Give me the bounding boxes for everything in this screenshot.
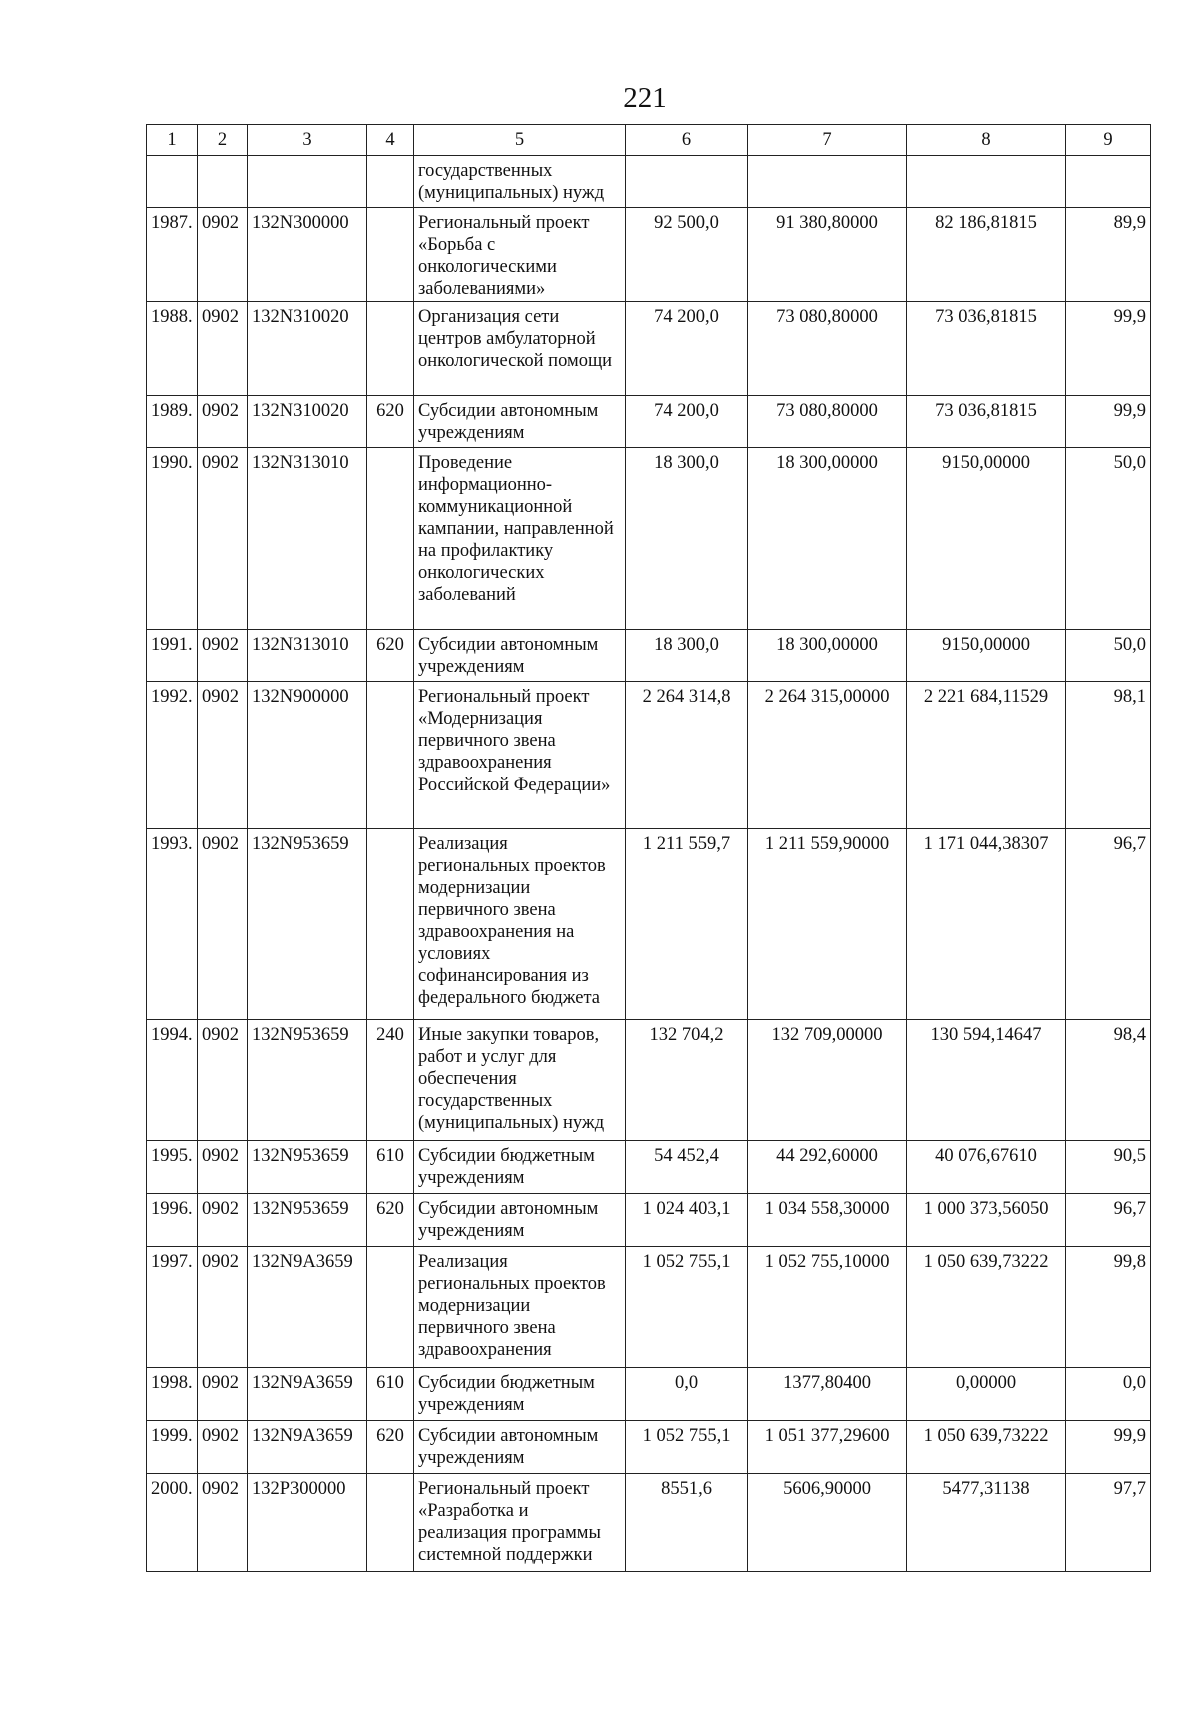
revised-amount [748, 156, 907, 208]
column-header: 2 [198, 125, 248, 156]
expense-type: 610 [367, 1368, 414, 1421]
execution-percent: 97,7 [1066, 1474, 1151, 1572]
table-row [147, 1141, 1151, 1194]
approved-amount: 132 704,2 [626, 1020, 748, 1141]
expense-type [367, 156, 414, 208]
revised-amount: 5606,90000 [748, 1474, 907, 1572]
section-code: 0902 [198, 302, 248, 396]
section-code: 0902 [198, 682, 248, 829]
expense-type: 240 [367, 1020, 414, 1141]
table-row [147, 630, 1151, 682]
expense-type: 620 [367, 396, 414, 448]
row-number: 1989. [147, 396, 198, 448]
target-article [248, 156, 367, 208]
row-number: 1996. [147, 1194, 198, 1247]
executed-amount: 9150,00000 [907, 630, 1066, 682]
item-name: Региональный проект «Борьба с онкологическими заболеваниями» [414, 208, 626, 302]
row-number: 2000. [147, 1474, 198, 1572]
approved-amount [626, 156, 748, 208]
section-code [198, 156, 248, 208]
target-article: 132N953659 [248, 1194, 367, 1247]
expense-type [367, 302, 414, 396]
item-name: Проведение информационно-коммуникационной кампании, направленной на профилактику онкологических заболеваний [414, 448, 626, 630]
revised-amount: 18 300,00000 [748, 448, 907, 630]
approved-amount: 74 200,0 [626, 396, 748, 448]
approved-amount: 1 024 403,1 [626, 1194, 748, 1247]
target-article: 132N900000 [248, 682, 367, 829]
executed-amount: 82 186,81815 [907, 208, 1066, 302]
item-name: Субсидии бюджетным учреждениям [414, 1368, 626, 1421]
row-number: 1999. [147, 1421, 198, 1474]
execution-percent: 98,4 [1066, 1020, 1151, 1141]
target-article: 132N300000 [248, 208, 367, 302]
expense-type [367, 829, 414, 1020]
item-name: Организация сети центров амбулаторной онкологической помощи [414, 302, 626, 396]
approved-amount: 0,0 [626, 1368, 748, 1421]
revised-amount: 73 080,80000 [748, 396, 907, 448]
column-header: 1 [147, 125, 198, 156]
approved-amount: 2 264 314,8 [626, 682, 748, 829]
target-article: 132N9A3659 [248, 1421, 367, 1474]
section-code: 0902 [198, 208, 248, 302]
expense-type: 620 [367, 1194, 414, 1247]
section-code: 0902 [198, 1020, 248, 1141]
table-row [147, 156, 1151, 208]
revised-amount: 2 264 315,00000 [748, 682, 907, 829]
section-code: 0902 [198, 1194, 248, 1247]
target-article: 132N310020 [248, 396, 367, 448]
executed-amount: 40 076,67610 [907, 1141, 1066, 1194]
table-row [147, 1020, 1151, 1141]
row-number: 1998. [147, 1368, 198, 1421]
section-code: 0902 [198, 829, 248, 1020]
row-number: 1987. [147, 208, 198, 302]
table-row [147, 682, 1151, 829]
table-row [147, 1421, 1151, 1474]
item-name: Субсидии автономным учреждениям [414, 1421, 626, 1474]
target-article: 132N9A3659 [248, 1368, 367, 1421]
column-header: 4 [367, 125, 414, 156]
item-name: Региональный проект «Разработка и реализация программы системной поддержки [414, 1474, 626, 1572]
table-row [147, 448, 1151, 630]
item-name: Субсидии автономным учреждениям [414, 630, 626, 682]
item-name: Субсидии автономным учреждениям [414, 1194, 626, 1247]
column-header: 8 [907, 125, 1066, 156]
row-number: 1988. [147, 302, 198, 396]
section-code: 0902 [198, 1421, 248, 1474]
table-row [147, 1247, 1151, 1368]
section-code: 0902 [198, 1474, 248, 1572]
executed-amount: 73 036,81815 [907, 302, 1066, 396]
expense-type [367, 1247, 414, 1368]
row-number [147, 156, 198, 208]
section-code: 0902 [198, 630, 248, 682]
revised-amount: 1 211 559,90000 [748, 829, 907, 1020]
executed-amount: 9150,00000 [907, 448, 1066, 630]
execution-percent: 98,1 [1066, 682, 1151, 829]
expense-type: 620 [367, 1421, 414, 1474]
section-code: 0902 [198, 396, 248, 448]
expense-type: 610 [367, 1141, 414, 1194]
revised-amount: 1 034 558,30000 [748, 1194, 907, 1247]
expense-type: 620 [367, 630, 414, 682]
item-name: Региональный проект «Модернизация первичного звена здравоохранения Российской Федерации» [414, 682, 626, 829]
execution-percent: 0,0 [1066, 1368, 1151, 1421]
target-article: 132N953659 [248, 1141, 367, 1194]
revised-amount: 1377,80400 [748, 1368, 907, 1421]
execution-percent: 99,9 [1066, 302, 1151, 396]
item-name: Субсидии бюджетным учреждениям [414, 1141, 626, 1194]
execution-percent: 99,8 [1066, 1247, 1151, 1368]
approved-amount: 1 052 755,1 [626, 1421, 748, 1474]
revised-amount: 1 051 377,29600 [748, 1421, 907, 1474]
target-article: 132N953659 [248, 829, 367, 1020]
executed-amount: 1 171 044,38307 [907, 829, 1066, 1020]
revised-amount: 1 052 755,10000 [748, 1247, 907, 1368]
table-row [147, 208, 1151, 302]
expense-type [367, 1474, 414, 1572]
item-name: Реализация региональных проектов модернизации первичного звена здравоохранения на условиях софинансирования из федерального бюджета [414, 829, 626, 1020]
row-number: 1990. [147, 448, 198, 630]
section-code: 0902 [198, 1141, 248, 1194]
revised-amount: 73 080,80000 [748, 302, 907, 396]
approved-amount: 74 200,0 [626, 302, 748, 396]
budget-table [146, 124, 1151, 1572]
approved-amount: 8551,6 [626, 1474, 748, 1572]
approved-amount: 92 500,0 [626, 208, 748, 302]
executed-amount: 1 000 373,56050 [907, 1194, 1066, 1247]
table-row [147, 829, 1151, 1020]
revised-amount: 44 292,60000 [748, 1141, 907, 1194]
expense-type [367, 208, 414, 302]
executed-amount: 1 050 639,73222 [907, 1421, 1066, 1474]
item-name: Субсидии автономным учреждениям [414, 396, 626, 448]
target-article: 132N313010 [248, 448, 367, 630]
row-number: 1997. [147, 1247, 198, 1368]
table-row [147, 1474, 1151, 1572]
target-article: 132N953659 [248, 1020, 367, 1141]
approved-amount: 18 300,0 [626, 448, 748, 630]
execution-percent: 90,5 [1066, 1141, 1151, 1194]
execution-percent: 50,0 [1066, 448, 1151, 630]
column-header: 5 [414, 125, 626, 156]
item-name: государственных (муниципальных) нужд [414, 156, 626, 208]
execution-percent: 96,7 [1066, 1194, 1151, 1247]
approved-amount: 18 300,0 [626, 630, 748, 682]
column-header: 3 [248, 125, 367, 156]
revised-amount: 91 380,80000 [748, 208, 907, 302]
section-code: 0902 [198, 448, 248, 630]
approved-amount: 1 211 559,7 [626, 829, 748, 1020]
revised-amount: 18 300,00000 [748, 630, 907, 682]
approved-amount: 1 052 755,1 [626, 1247, 748, 1368]
expense-type [367, 682, 414, 829]
section-code: 0902 [198, 1368, 248, 1421]
row-number: 1991. [147, 630, 198, 682]
row-number: 1992. [147, 682, 198, 829]
column-header: 9 [1066, 125, 1151, 156]
row-number: 1995. [147, 1141, 198, 1194]
execution-percent: 89,9 [1066, 208, 1151, 302]
executed-amount: 130 594,14647 [907, 1020, 1066, 1141]
execution-percent: 99,9 [1066, 396, 1151, 448]
executed-amount: 0,00000 [907, 1368, 1066, 1421]
executed-amount: 1 050 639,73222 [907, 1247, 1066, 1368]
approved-amount: 54 452,4 [626, 1141, 748, 1194]
row-number: 1993. [147, 829, 198, 1020]
target-article: 132P300000 [248, 1474, 367, 1572]
target-article: 132N9A3659 [248, 1247, 367, 1368]
item-name: Иные закупки товаров, работ и услуг для обеспечения государственных (муниципальных) нужд [414, 1020, 626, 1141]
executed-amount: 2 221 684,11529 [907, 682, 1066, 829]
revised-amount: 132 709,00000 [748, 1020, 907, 1141]
table-row [147, 1194, 1151, 1247]
execution-percent: 99,9 [1066, 1421, 1151, 1474]
target-article: 132N310020 [248, 302, 367, 396]
execution-percent [1066, 156, 1151, 208]
executed-amount [907, 156, 1066, 208]
execution-percent: 96,7 [1066, 829, 1151, 1020]
execution-percent: 50,0 [1066, 630, 1151, 682]
column-header: 6 [626, 125, 748, 156]
row-number: 1994. [147, 1020, 198, 1141]
table-row [147, 396, 1151, 448]
executed-amount: 73 036,81815 [907, 396, 1066, 448]
header-row [147, 125, 1151, 156]
section-code: 0902 [198, 1247, 248, 1368]
page-number: 221 [623, 82, 667, 114]
target-article: 132N313010 [248, 630, 367, 682]
expense-type [367, 448, 414, 630]
table-row [147, 1368, 1151, 1421]
item-name: Реализация региональных проектов модернизации первичного звена здравоохранения [414, 1247, 626, 1368]
executed-amount: 5477,31138 [907, 1474, 1066, 1572]
table-row [147, 302, 1151, 396]
column-header: 7 [748, 125, 907, 156]
